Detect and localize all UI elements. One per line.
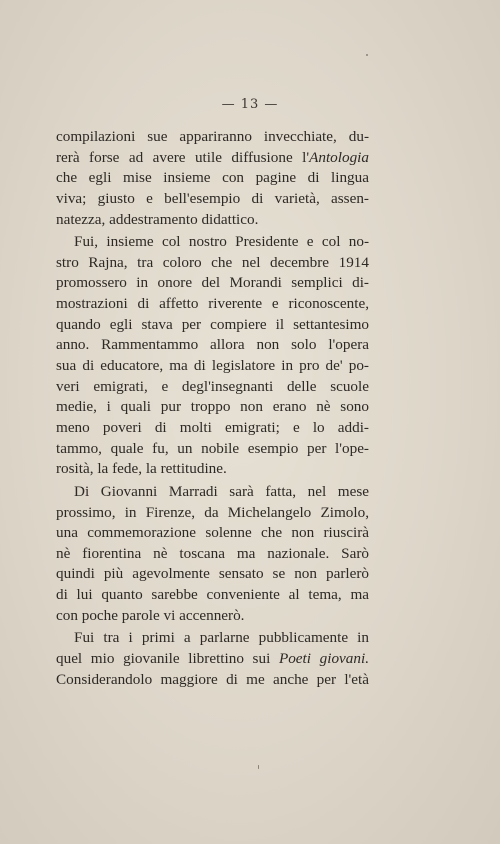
text-line: di lui quanto sarebbe conveniente al tema, ma <box>56 586 369 604</box>
text-line: mostrazioni di affetto riverente e riconoscente, <box>56 295 369 313</box>
text-line: meno poveri di molti emigrati; e lo addi- <box>56 418 369 436</box>
text-line: anno. Rammentammo allora non solo l'opera <box>56 336 369 354</box>
text-line: compilazioni sue appariranno invecchiate, du- <box>56 128 369 145</box>
text-line: prossimo, in Firenze, da Michelangelo Zimolo, <box>56 503 369 521</box>
text-line: veri emigrati, e degl'insegnanti delle scuole <box>56 377 369 395</box>
text-line: una commemorazione solenne che non riuscirà <box>56 524 369 542</box>
paper-speck <box>366 54 368 56</box>
text-line: natezza, addestramento didattico. <box>56 210 259 228</box>
text-line: nè fiorentina nè toscana ma nazionale. Sarò <box>56 544 369 562</box>
text-line: con poche parole vi accennerò. <box>56 606 245 624</box>
text-line: promossero in onore del Morandi semplici di- <box>56 274 369 292</box>
body-text <box>56 127 369 690</box>
text-line: quando egli stava per compiere il settantesimo <box>56 315 369 333</box>
text-line: sua di educatore, ma di legislatore in pro de' po- <box>56 357 369 375</box>
text-line: tammo, quale fu, un nobile esempio per l'ope- <box>56 439 369 457</box>
text-line: Fui, insieme col nostro Presidente e col no- <box>74 233 369 251</box>
text-line: che egli mise insieme con pagine di lingua <box>56 169 369 187</box>
text-line: stro Rajna, tra coloro che nel decembre 1914 <box>56 253 369 271</box>
italic-title: Antologia <box>309 148 369 166</box>
text-line: viva; giusto e bell'esempio di varietà, assen- <box>56 189 369 207</box>
text-line: quel mio giovanile librettino sui Poeti giovani. <box>56 650 369 668</box>
text-line: rerà forse ad avere utile diffusione l'Antologia <box>56 148 369 166</box>
text-line: rosità, la fede, la rettitudine. <box>56 460 227 478</box>
text-line: quindi più agevolmente sensato se non parlerò <box>56 565 369 583</box>
page-number: — 13 — <box>221 97 279 112</box>
italic-title: Poeti giovani. <box>278 650 369 668</box>
text-line: Fui tra i primi a parlarne pubblicamente in <box>74 629 369 647</box>
text-line: medie, i quali pur troppo non erano nè sono <box>56 398 369 416</box>
text-line: Considerandolo maggiore di me anche per l'età <box>56 670 369 688</box>
paper-speck <box>258 765 259 769</box>
text-line: Di Giovanni Marradi sarà fatta, nel mese <box>74 482 369 500</box>
